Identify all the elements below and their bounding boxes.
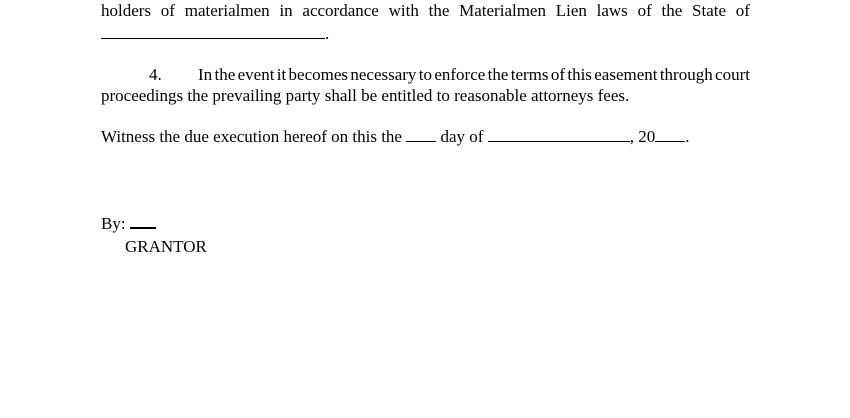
word: accordance (302, 1, 379, 20)
word: State (692, 1, 727, 20)
day-of-text: day of (436, 127, 488, 146)
word: enforce (434, 65, 486, 84)
paragraph-4-first-line (101, 65, 750, 85)
word: In (198, 65, 213, 84)
word: court (715, 65, 750, 84)
word: in (279, 1, 293, 20)
word: of (735, 1, 750, 20)
paragraph-4-first-line-text (198, 65, 750, 85)
word: the (214, 65, 236, 84)
word: this (567, 65, 592, 84)
word: the (661, 1, 683, 20)
witness-line (101, 127, 689, 147)
witness-period: . (685, 127, 690, 146)
word: through (659, 65, 713, 84)
word: materialmen (184, 1, 270, 20)
word: event (237, 65, 275, 84)
word: the (428, 1, 450, 20)
word: becomes (288, 65, 349, 84)
word: of (637, 1, 652, 20)
year-prefix-text: , 20 (629, 127, 656, 146)
word: laws (596, 1, 628, 20)
paragraph-4-second-line: proceedings the prevailing party shall be entitled to reasonable attorneys fees. (101, 86, 630, 105)
word: with (388, 1, 419, 20)
state-period: . (325, 24, 330, 43)
word: holders (101, 1, 152, 20)
state-line (101, 24, 329, 44)
word: Lien (555, 1, 587, 20)
year-field[interactable] (655, 127, 685, 142)
word: it (276, 65, 287, 84)
paragraph-4-number: 4. (149, 65, 162, 84)
paragraph-3-line (101, 1, 750, 21)
word: easement (594, 65, 658, 84)
word: the (487, 65, 509, 84)
word: of (160, 1, 175, 20)
word: to (418, 65, 432, 84)
month-field[interactable] (488, 127, 630, 142)
word: terms (510, 65, 549, 84)
word: Materialmen (459, 1, 546, 20)
by-label: By: (101, 214, 126, 233)
word: of (550, 65, 566, 84)
witness-text: Witness the due execution hereof on this the (101, 127, 407, 146)
grantor-label: GRANTOR (125, 237, 207, 256)
signature-field[interactable] (130, 217, 156, 229)
word: necessary (350, 65, 417, 84)
by-line (101, 214, 156, 234)
day-field[interactable] (406, 127, 436, 142)
state-field[interactable] (101, 24, 325, 39)
